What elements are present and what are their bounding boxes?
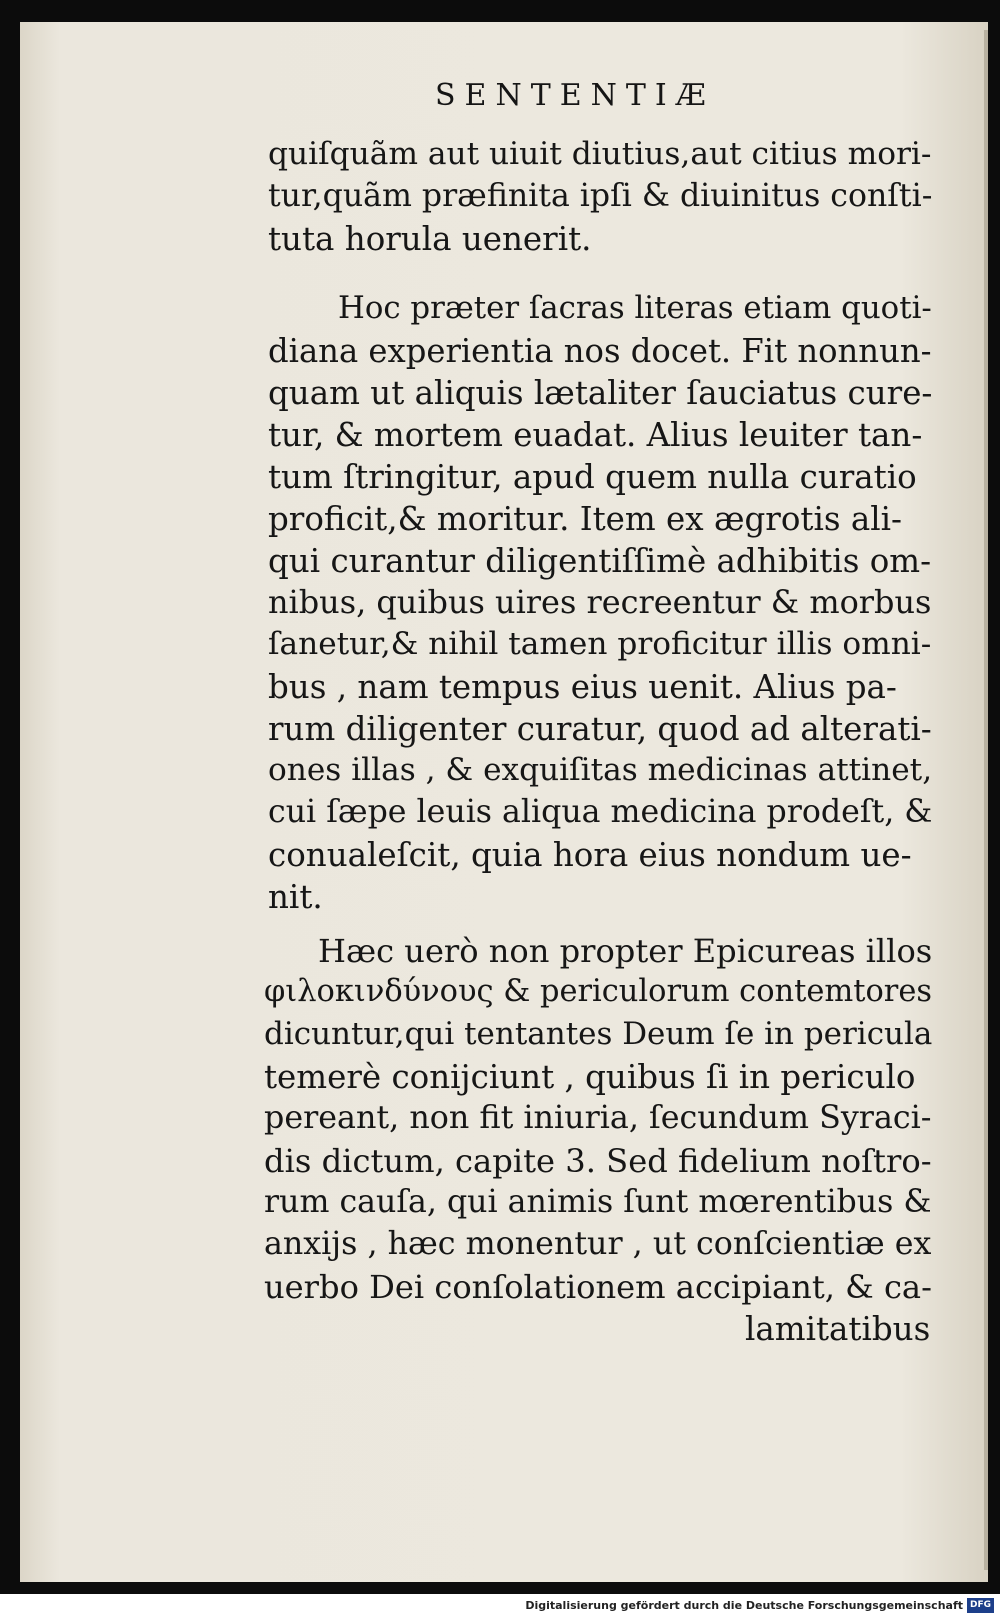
text-line: conualeſcit, quia hora eius nondum ue- [268, 836, 912, 874]
text-line: tur, & mortem euadat. Alius leuiter tan- [268, 416, 923, 454]
text-line: Hæc uerò non propter Epicureas illos [318, 932, 933, 970]
text-line: tur,quãm præfinita ipſi & diuinitus conſti- [268, 178, 933, 214]
text-line: nit. [268, 878, 323, 916]
text-line: cui ſæpe leuis aliqua medicina prodeſt, & [268, 794, 933, 830]
text-line: Hoc præter ſacras literas etiam quoti- [338, 290, 932, 326]
text-line: rum cauſa, qui animis ſunt mœrentibus & [264, 1184, 932, 1220]
text-line: uerbo Dei conſolationem accipiant, & ca- [264, 1268, 932, 1306]
text-line: temerè conijciunt , quibus ſi in periculo [264, 1058, 916, 1096]
text-line: dis dictum, capite 3. Sed fidelium noſtro- [264, 1142, 932, 1180]
text-line: pereant, non fit iniuria, ſecundum Syraci- [264, 1100, 932, 1136]
text-line: anxijs , hæc monentur , ut conſcientiæ ex [264, 1226, 932, 1262]
text-line: ones illas , & exquiſitas medicinas attinet, [268, 752, 933, 788]
text-line: diana experientia nos docet. Fit nonnun- [268, 332, 932, 370]
text-line: φιλοκινδύνους & periculorum contemtores [264, 974, 932, 1009]
text-line: quiſquãm aut uiuit diutius,aut citius mori- [268, 136, 932, 172]
text-line: ſanetur,& nihil tamen proficitur illis omni- [268, 626, 932, 662]
text-line: nibus, quibus uires recreentur & morbus [268, 583, 932, 621]
text-line: dicuntur,qui tentantes Deum ſe in pericula [264, 1016, 933, 1052]
digitization-footer [0, 1594, 1000, 1620]
text-line: quam ut aliquis lætaliter ſauciatus cure- [268, 374, 933, 412]
dfg-logo: DFG [967, 1598, 994, 1613]
text-line: qui curantur diligentiſſimè adhibitis om- [268, 542, 932, 580]
text-line: rum diligenter curatur, quod ad alterati- [268, 710, 932, 748]
catchword: lamitatibus [745, 1310, 931, 1348]
text-line: tuta horula uenerit. [268, 220, 592, 258]
text-line: bus , nam tempus eius uenit. Alius pa- [268, 668, 897, 706]
page-edge [984, 30, 988, 1570]
footer-credit: Digitalisierung gefördert durch die Deutsche Forschungsgemeinschaft [525, 1599, 963, 1612]
text-line: tum ſtringitur, apud quem nulla curatio [268, 458, 917, 496]
text-line: proficit,& moritur. Item ex ægrotis ali- [268, 500, 903, 538]
running-head: SENTENTIÆ [435, 78, 715, 113]
